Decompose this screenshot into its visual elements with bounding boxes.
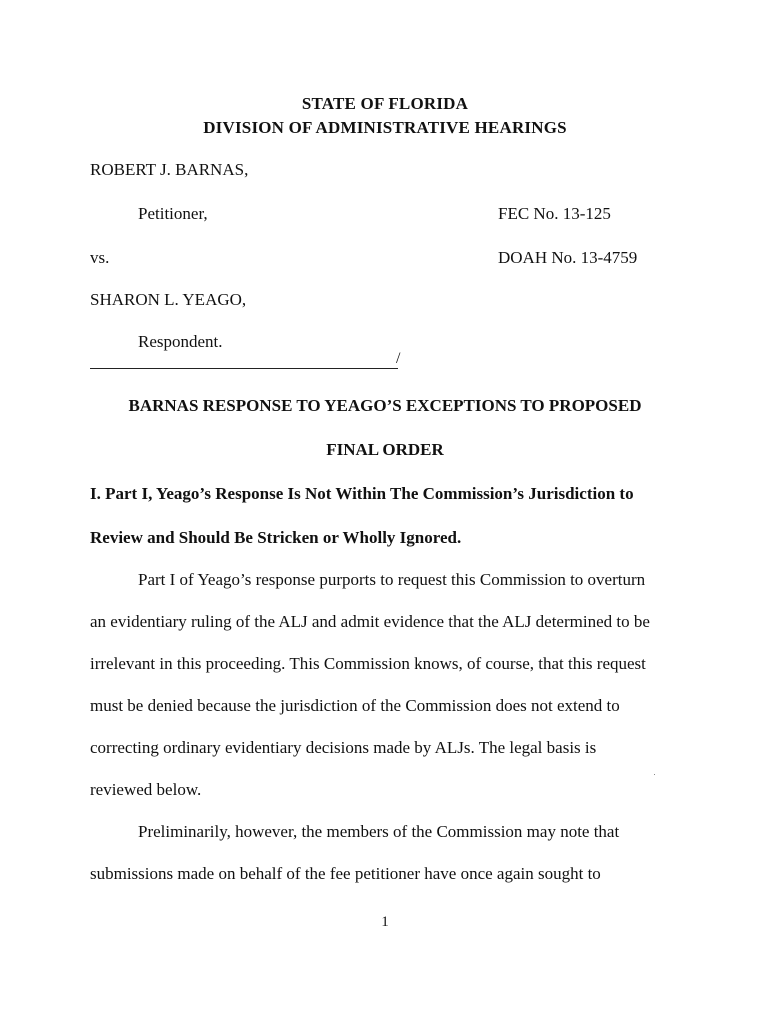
section-heading-line2: Review and Should Be Stricken or Wholly Ignored. [90,528,462,547]
document-title-line1: BARNAS RESPONSE TO YEAGO’S EXCEPTIONS TO PROPOSED [128,396,642,415]
petitioner-role: Petitioner, [138,204,208,223]
court-division: DIVISION OF ADMINISTRATIVE HEARINGS [203,118,567,137]
paragraph1-line: correcting ordinary evidentiary decisions made by ALJs. The legal basis is [90,738,597,757]
versus: vs. [90,248,110,267]
scan-speck [654,774,655,775]
doah-number: DOAH No. 13-4759 [498,248,638,267]
court-state: STATE OF FLORIDA [301,94,469,113]
paragraph1-line: must be denied because the jurisdiction of the Commission does not extend to [90,696,620,715]
paragraph1-line: Part I of Yeago’s response purports to request this Commission to overturn [138,570,646,589]
caption-rule [90,368,398,369]
paragraph1-line: an evidentiary ruling of the ALJ and admit evidence that the ALJ determined to be [90,612,650,631]
document-title-line2: FINAL ORDER [326,440,444,459]
petitioner-name: ROBERT J. BARNAS, [90,160,249,179]
fec-number: FEC No. 13-125 [498,204,611,223]
page-number: 1 [381,914,389,930]
paragraph2-line: submissions made on behalf of the fee petitioner have once again sought to [90,864,601,883]
respondent-role: Respondent. [138,332,223,351]
paragraph1-line: reviewed below. [90,780,202,799]
caption-slash: / [396,350,401,367]
paragraph2-line: Preliminarily, however, the members of the Commission may note that [138,822,620,841]
paragraph1-line: irrelevant in this proceeding. This Commission knows, of course, that this request [90,654,646,673]
section-heading-line1: I. Part I, Yeago’s Response Is Not Within The Commission’s Jurisdiction to [90,484,634,503]
respondent-name: SHARON L. YEAGO, [90,290,247,309]
